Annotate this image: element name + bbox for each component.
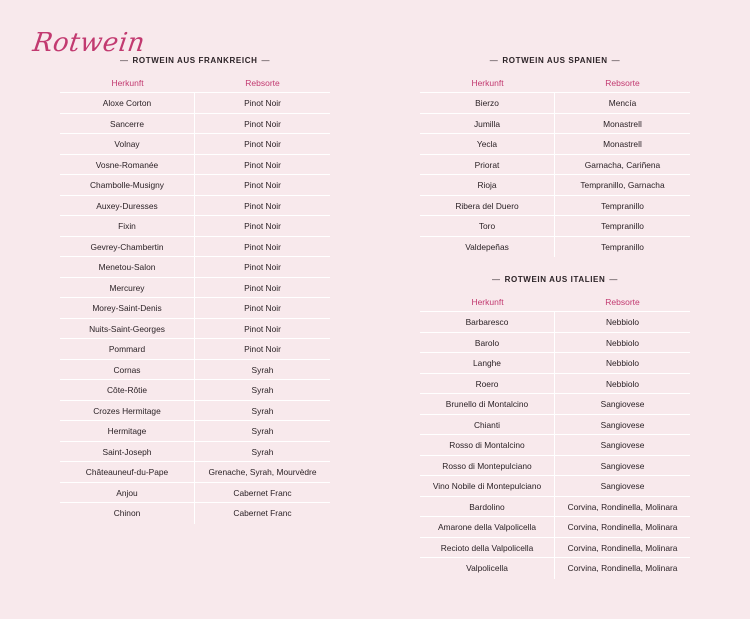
cell-rebsorte: Syrah [251,446,274,457]
cell-herkunft: Vino Nobile di Montepulciano [420,476,555,496]
section-title: — ROTWEIN AUS FRANKREICH — [119,56,271,65]
cell-herkunft: Bierzo [420,93,555,113]
table-row [60,503,330,524]
table-row [60,196,330,217]
cell-rebsorte: Syrah [251,385,274,395]
table-row [420,517,690,538]
table-row [60,401,330,422]
cell-herkunft: Hermitage [60,421,195,441]
table-row [60,257,330,278]
table-row [60,462,330,483]
section-frankreich [60,54,330,524]
cell-herkunft: Côte-Rôtie [60,380,195,400]
section-title: — ROTWEIN AUS ITALIEN — [492,275,618,284]
cell-rebsorte: Nebbiolo [605,378,640,389]
table-row [420,538,690,559]
cell-rebsorte: Pinot Noir [244,159,281,170]
table-row [420,333,690,354]
table-body [60,93,330,524]
table-row [60,442,330,463]
table-row [420,114,690,135]
table-row [420,476,690,497]
cell-herkunft: Sancerre [60,114,195,134]
column-header-rebsorte: Rebsorte [605,297,640,307]
cell-rebsorte: Corvina, Rondinella, Molinara [567,563,678,573]
cell-herkunft: Rioja [420,175,555,195]
cell-herkunft: Morey-Saint-Denis [60,298,195,318]
cell-rebsorte: Pinot Noir [244,200,281,211]
cell-rebsorte: Pinot Noir [244,241,281,252]
section-title-text: ROTWEIN AUS ITALIEN [504,275,606,284]
table-row [420,93,690,114]
cell-herkunft: Brunello di Montalcino [420,394,555,414]
table-row [60,175,330,196]
cell-herkunft: Amarone della Valpolicella [420,517,555,537]
column-header-herkunft: Herkunft [111,78,144,88]
table-row [60,216,330,237]
cell-herkunft: Anjou [60,483,195,503]
table-row [420,134,690,155]
table-row [420,374,690,395]
cell-rebsorte: Corvina, Rondinella, Molinara [567,522,678,532]
cell-rebsorte: Syrah [251,405,274,416]
table-row [420,394,690,415]
cell-herkunft: Priorat [420,155,555,175]
cell-rebsorte: Pinot Noir [244,180,281,190]
cell-rebsorte: Nebbiolo [605,337,640,348]
table-row [420,155,690,176]
table-row [420,312,690,333]
table-row [420,237,690,258]
table-header [60,76,330,93]
table-row [60,339,330,360]
cell-rebsorte: Monastrell [603,139,642,149]
cell-rebsorte: Monastrell [603,118,642,129]
table-row [420,353,690,374]
table-row [60,360,330,381]
section-italien [420,273,690,579]
cell-herkunft: Vosne-Romanée [60,155,195,175]
cell-rebsorte: Nebbiolo [605,358,640,368]
table-body [420,93,690,257]
table-row [60,155,330,176]
cell-herkunft: Auxey-Duresses [60,196,195,216]
table-header [420,76,690,93]
cell-herkunft: Mercurey [60,278,195,298]
cell-rebsorte: Garnacha, Cariñena [584,159,661,170]
cell-herkunft: Jumilla [420,114,555,134]
cell-herkunft: Langhe [420,353,555,373]
cell-herkunft: Pommard [60,339,195,359]
table-row [420,558,690,579]
cell-herkunft: Toro [420,216,555,236]
cell-rebsorte: Pinot Noir [244,303,281,313]
column-header-herkunft: Herkunft [471,297,504,307]
cell-herkunft: Yecla [420,134,555,154]
table-row [420,497,690,518]
cell-rebsorte: Pinot Noir [244,323,281,334]
table-row [60,134,330,155]
cell-herkunft: Recioto della Valpolicella [420,538,555,558]
cell-herkunft: Châteauneuf-du-Pape [60,462,195,482]
cell-herkunft: Gevrey-Chambertin [60,237,195,257]
table-header [420,295,690,312]
cell-rebsorte: Pinot Noir [244,98,281,108]
cell-rebsorte: Tempranillo [601,200,644,211]
cell-rebsorte: Tempranillo, Garnacha [580,180,665,190]
cell-herkunft: Chianti [420,415,555,435]
cell-rebsorte: Pinot Noir [244,282,281,293]
table-row [420,196,690,217]
cell-rebsorte: Tempranillo [601,241,644,252]
table-row [60,114,330,135]
cell-rebsorte: Pinot Noir [244,344,281,354]
cell-herkunft: Crozes Hermitage [60,401,195,421]
table-row [60,278,330,299]
cell-herkunft: Barolo [420,333,555,353]
cell-rebsorte: Sangiovese [600,481,645,491]
section-title-text: ROTWEIN AUS SPANIEN [502,56,608,65]
cell-rebsorte: Pinot Noir [244,221,281,231]
cell-rebsorte: Cabernet Franc [233,508,292,518]
section-spanien [420,54,690,257]
cell-rebsorte: Pinot Noir [244,118,281,129]
table-row [60,380,330,401]
table-row [420,415,690,436]
table-row [60,421,330,442]
cell-rebsorte: Nebbiolo [605,317,640,327]
cell-rebsorte: Sangiovese [600,460,645,471]
cell-herkunft: Valpolicella [420,558,555,579]
table-row [420,435,690,456]
cell-herkunft: Aloxe Corton [60,93,195,113]
section-title: — ROTWEIN AUS SPANIEN — [489,56,621,65]
table-row [420,175,690,196]
cell-herkunft: Saint-Joseph [60,442,195,462]
cell-rebsorte: Corvina, Rondinella, Molinara [567,542,678,553]
table-row [60,319,330,340]
cell-herkunft: Nuits-Saint-Georges [60,319,195,339]
cell-rebsorte: Sangiovese [600,399,645,409]
column-header-rebsorte: Rebsorte [605,78,640,88]
cell-herkunft: Cornas [60,360,195,380]
table-row [60,483,330,504]
cell-herkunft: Volnay [60,134,195,154]
cell-rebsorte: Syrah [251,364,274,375]
column-header-herkunft: Herkunft [471,78,504,88]
cell-rebsorte: Pinot Noir [244,262,281,272]
page-title: Rotwein [30,28,147,58]
cell-herkunft: Rosso di Montepulciano [420,456,555,476]
cell-herkunft: Ribera del Duero [420,196,555,216]
cell-herkunft: Roero [420,374,555,394]
cell-rebsorte: Tempranillo [601,221,644,231]
table-row [420,216,690,237]
column-header-rebsorte: Rebsorte [245,78,280,88]
cell-herkunft: Rosso di Montalcino [420,435,555,455]
cell-rebsorte: Mencía [608,98,637,108]
cell-rebsorte: Pinot Noir [244,139,281,149]
table-row [60,298,330,319]
table-body [420,312,690,579]
section-title-text: ROTWEIN AUS FRANKREICH [132,56,258,65]
table-row [60,237,330,258]
cell-herkunft: Menetou-Salon [60,257,195,277]
cell-rebsorte: Sangiovese [600,440,645,450]
cell-herkunft: Fixin [60,216,195,236]
cell-herkunft: Barbaresco [420,312,555,332]
table-row [420,456,690,477]
cell-rebsorte: Corvina, Rondinella, Molinara [567,501,678,512]
table-row [60,93,330,114]
cell-herkunft: Bardolino [420,497,555,517]
cell-rebsorte: Syrah [251,426,274,436]
cell-rebsorte: Sangiovese [600,419,645,430]
cell-herkunft: Chambolle-Musigny [60,175,195,195]
cell-rebsorte: Grenache, Syrah, Mourvèdre [208,467,317,477]
cell-herkunft: Chinon [60,503,195,524]
cell-herkunft: Valdepeñas [420,237,555,258]
cell-rebsorte: Cabernet Franc [233,487,292,498]
